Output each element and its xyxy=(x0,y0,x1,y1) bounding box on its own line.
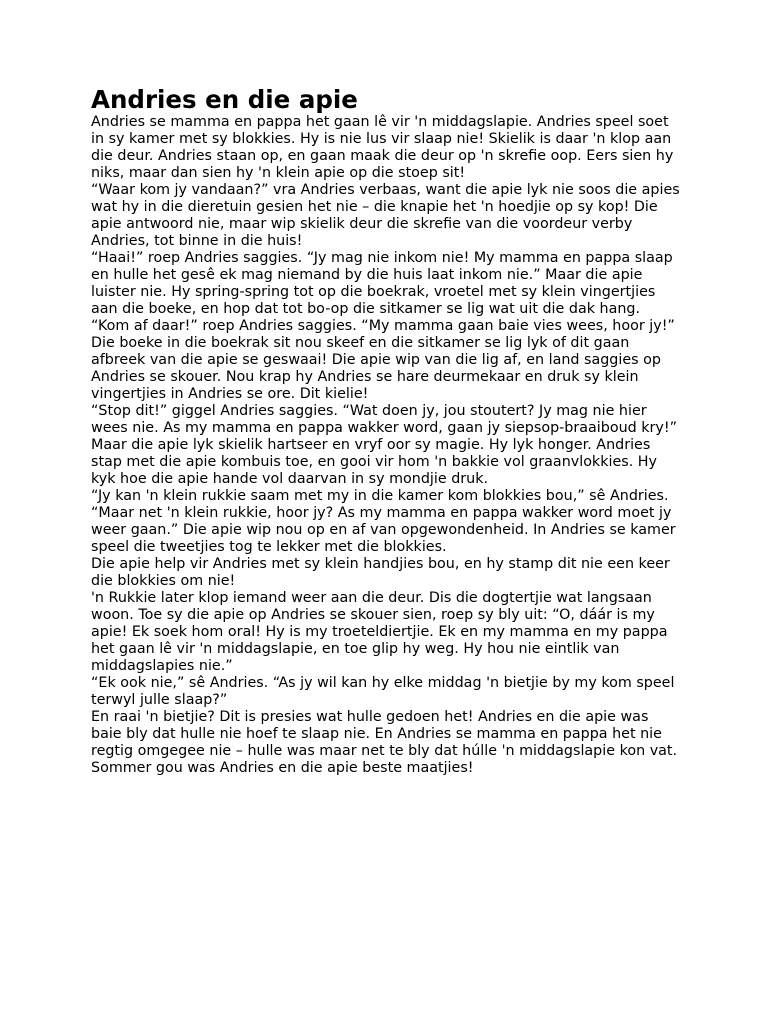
paragraph-9: “Ek ook nie,” sê Andries. “As jy wil kan hy elke middag 'n bietjie by my kom speel terwyl julle slaap?” xyxy=(91,675,675,708)
paragraph-8: 'n Rukkie later klop iemand weer aan die deur. Dis die dogtertjie wat langsaan woon. Toe sy die apie op Andries se skouer sien, roep sy bly uit: “O, dáár is my apie! Ek soek hom oral! Hy is my troeteldiertjie. Ek en my mamma en my pappa het gaan lê vir 'n middagslapie, en toe glip hy weg. Hy hou nie eintlik van middagslapies nie.” xyxy=(91,590,668,674)
paragraph-4: “Kom af daar!” roep Andries saggies. “My mamma gaan baie vies wees, hoor jy!” Die boeke in die boekrak sit nou skeef en die sitkamer se lig lyk of dit gaan afbreek van die apie se geswaai! Die apie wip van die lig af, en land saggies op Andries se skouer. Nou krap hy Andries se hare deurmekaar en druk sy klein vingertjies in Andries se ore. Dit kielie! xyxy=(91,318,675,402)
story-title: Andries en die apie xyxy=(91,85,358,114)
paragraph-5: “Stop dit!” giggel Andries saggies. “Wat doen jy, jou stoutert? Jy mag nie hier wees nie. As my mamma en pappa wakker word, gaan jy siepsop-braaiboud kry!” Maar die apie lyk skielik hartseer en vryf oor sy magie. Hy lyk honger. Andries stap met die apie kombuis toe, en gooi vir hom 'n bakkie vol graanvlokkies. Hy kyk hoe die apie hande vol daarvan in sy mondjie druk. xyxy=(91,403,678,487)
paragraph-6: “Jy kan 'n klein rukkie saam met my in die kamer kom blokkies bou,” sê Andries. “Maar net 'n klein rukkie, hoor jy? As my mamma en pappa wakker word moet jy weer gaan.” Die apie wip nou op en af van opgewondenheid. In Andries se kamer speel die tweetjies tog te lekker met die blokkies. xyxy=(91,488,676,555)
paragraph-1: Andries se mamma en pappa het gaan lê vir 'n middagslapie. Andries speel soet in sy kamer met sy blokkies. Hy is nie lus vir slaap nie! Skielik is daar 'n klop aan die deur. Andries staan op, en gaan maak die deur op 'n skrefie oop. Eers sien hy niks, maar dan sien hy 'n klein apie op die stoep sit! xyxy=(91,114,674,181)
document-page xyxy=(91,86,681,777)
paragraph-7: Die apie help vir Andries met sy klein handjies bou, en hy stamp dit nie een keer die blokkies om nie! xyxy=(91,556,670,589)
paragraph-10: En raai 'n bietjie? Dit is presies wat hulle gedoen het! Andries en die apie was baie bly dat hulle nie hoef te slaap nie. En Andries se mamma en pappa het nie regtig omgegee nie – hulle was maar net te bly dat húlle 'n middagslapie kon vat. Sommer gou was Andries en die apie beste maatjies! xyxy=(91,709,678,776)
paragraph-3: “Haai!” roep Andries saggies. “Jy mag nie inkom nie! My mamma en pappa slaap en hulle het gesê ek mag niemand by die huis laat inkom nie.” Maar die apie luister nie. Hy spring-spring tot op die boekrak, vroetel met sy klein vingertjies aan die boeke, en hop dat tot bo-op die sitkamer se lig wat uit die dak hang. xyxy=(91,250,673,317)
paragraph-2: “Waar kom jy vandaan?” vra Andries verbaas, want die apie lyk nie soos die apies wat hy in die dieretuin gesien het nie – die knapie het 'n hoedjie op sy kop! Die apie antwoord nie, maar wip skielik deur die skrefie van die voordeur verby Andries, tot binne in die huis! xyxy=(91,182,680,249)
